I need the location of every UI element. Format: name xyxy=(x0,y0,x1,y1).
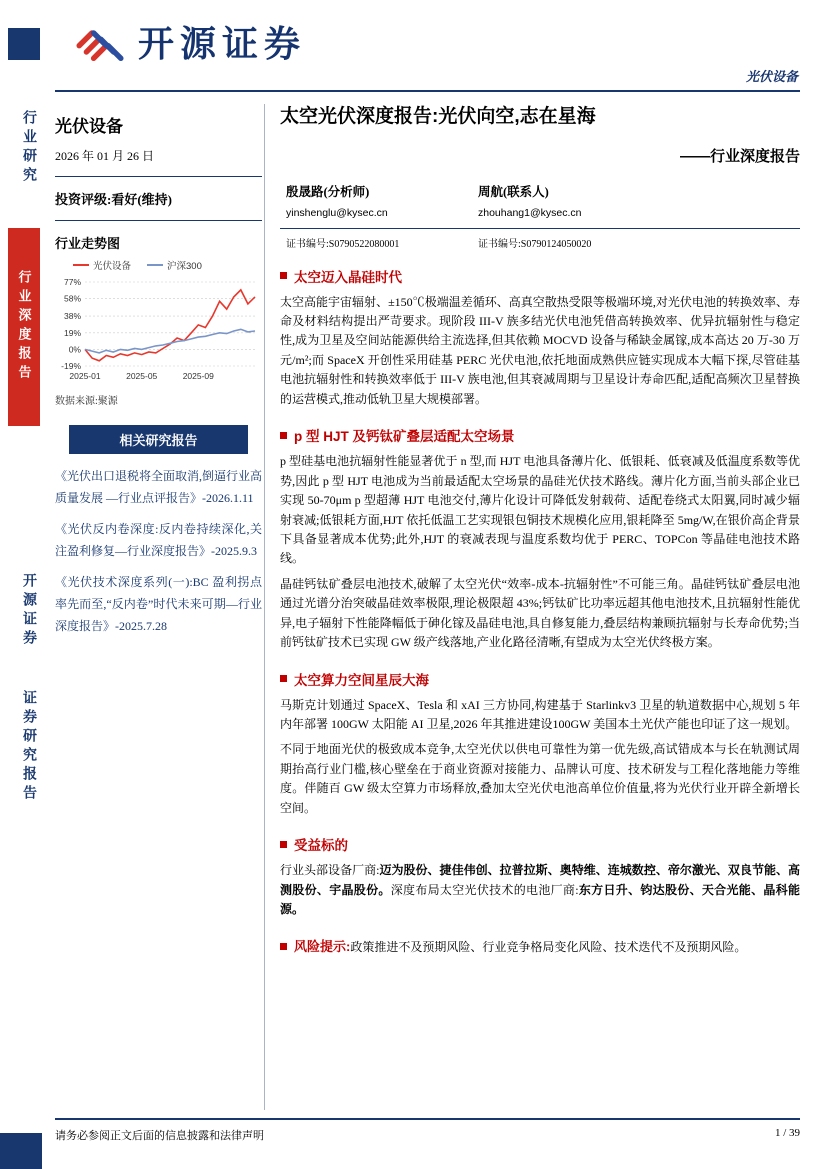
section-bullet-icon xyxy=(280,943,287,950)
brand-header xyxy=(72,16,306,67)
analyst-email: zhouhang1@kysec.cn xyxy=(478,206,582,219)
report-date: 2026 年 01 月 26 日 xyxy=(55,149,155,163)
footer xyxy=(55,1127,800,1143)
svg-text:2025-01: 2025-01 xyxy=(69,371,101,381)
report-subtitle: ——行业深度报告 xyxy=(679,147,800,165)
beneficiaries-lead: 深度布局太空光伏技术的电池厂商: xyxy=(390,882,579,897)
related-reports-title: 相关研究报告 xyxy=(69,425,248,454)
risk-text: 政策推进不及预期风险、行业竞争格局变化风险、技术迭代不及预期风险。 xyxy=(350,939,747,954)
analyst-email: yinshenglu@kysec.cn xyxy=(286,206,388,219)
report-title: 太空光伏深度报告:光伏向空,志在星海 xyxy=(280,106,596,127)
page-number: 1 / 39 xyxy=(774,1127,800,1139)
brand-logo-icon xyxy=(72,18,128,66)
legend-item-pv xyxy=(73,258,131,272)
sidebar-red-banner xyxy=(8,228,40,426)
svg-text:-19%: -19% xyxy=(61,361,81,371)
beneficiaries-cell-names: 东方日升、钧达股份、天合光能、晶科能源。 xyxy=(280,882,800,917)
section-heading-text: 受益标的 xyxy=(294,838,348,854)
svg-text:58%: 58% xyxy=(63,293,81,304)
analyst-cert: 证书编号:S0790124050020 xyxy=(478,238,592,250)
svg-text:2025-05: 2025-05 xyxy=(126,371,158,381)
legend-line-pv-icon xyxy=(73,264,89,266)
section-heading xyxy=(280,669,800,689)
footer-disclaimer: 请务必参阅正文后面的信息披露和法律声明 xyxy=(55,1130,264,1142)
column-divider xyxy=(264,104,265,1110)
data-source: 数据来源:聚源 xyxy=(55,396,118,407)
related-report-item: 《光伏反内卷深度:反内卷持续深化,关注盈利修复—行业深度报告》-2025.9.3 xyxy=(55,522,262,558)
section-bullet-icon xyxy=(280,675,287,682)
investment-rating: 投资评级:看好(维持) xyxy=(55,192,172,207)
section-heading-text: p 型 HJT 及钙钛矿叠层适配太空场景 xyxy=(294,429,515,445)
analyst-block xyxy=(478,182,800,219)
legend-line-hs300-icon xyxy=(147,264,163,266)
industry-trend-chart xyxy=(55,274,262,386)
analyst-name: 殷晟路(分析师) xyxy=(286,184,370,199)
risk-paragraph xyxy=(280,936,800,957)
sidebar-bottom-square xyxy=(0,1133,42,1169)
section-paragraph: 太空高能宇宙辐射、±150℃极端温差循环、高真空散热受限等极端环境,对光伏电池的转换效率、寿命及材料结构提出严苛要求。现阶段 III-V 族多结光伏电池凭借高转换效率、优异抗辐射性与稳定性,成为卫星及空间站能源供给主流选择,但其依赖 MOCVD 设备与稀缺金属镓,成本高达 20 万-30 万元/m²;而 SpaceX 开创性采用硅基 PERC 光伏电池,依托地面成熟供应链实现成本大幅下探,尽管硅基电池抗辐射性和转换效率低于 III-V 族电池,但其衰减周期与卫星设计寿命匹配,适配高频次卫星替换的运营模式,推动低轨卫星大规模部署。 xyxy=(280,294,800,406)
section-paragraph: p 型硅基电池抗辐射性能显著优于 n 型,而 HJT 电池具备薄片化、低银耗、低衰减及低温度系数等优势,因此 p 型 HJT 电池成为当前最适配太空场景的晶硅光伏技术路线。薄片化方面,当前头部企业已实现 50-70μm p 型超薄 HJT 电池交付,薄片化设计可降低发射载荷、适配卷绕式太阳翼,同时减少辐射衰减;低银耗方面,HJT 依托低温工艺实现银包铜技术规模化应用,银耗降至 5mg/W,在银价高企背景下具备显著成本优势;此外,HJT 的衰减表现与温度系数均优于 PERC、TOPCon 等晶硅电池技术路线。 xyxy=(280,454,800,566)
left-divider xyxy=(55,220,262,221)
sidebar-top-square xyxy=(8,28,40,60)
sidebar-label-brand: 开源证券 xyxy=(22,573,38,649)
svg-text:77%: 77% xyxy=(63,277,81,287)
section-paragraph: 马斯克计划通过 SpaceX、Tesla 和 xAI 三方协同,构建基于 Starlinkv3 卫星的轨道数据中心,规划 5 年内年部署 100GW 太阳能 AI 卫星,2026 年其推进建设100GW 美国本土光伏产能也印证了这一规划。 xyxy=(280,697,800,732)
legend-label-pv: 光伏设备 xyxy=(93,261,132,272)
svg-text:38%: 38% xyxy=(63,311,81,322)
section-paragraph: 晶硅钙钛矿叠层电池技术,破解了太空光伏“效率-成本-抗辐射性”不可能三角。晶硅钙钛矿叠层电池通过光谱分治突破晶硅效率极限,理论极限超 43%;钙钛矿比功率远超其他电池技术,且抗辐射性能优异,电子辐射下性能降幅低于砷化镓及晶硅电池,具自修复能力,叠层结构兼顾抗辐射与长寿命优势;当前钙钛矿技术已实现 GW 级产线落地,产业化路径清晰,有望成为太空光伏终极方案。 xyxy=(280,576,800,650)
analyst-certs-row xyxy=(280,235,800,250)
left-divider xyxy=(55,176,262,177)
related-reports xyxy=(55,425,262,637)
sector-title: 光伏设备 xyxy=(55,117,123,136)
svg-text:0%: 0% xyxy=(68,344,81,355)
section-heading xyxy=(280,266,800,286)
analysts-row xyxy=(280,182,800,219)
section-heading xyxy=(280,834,800,854)
chart-title: 行业走势图 xyxy=(55,236,121,251)
analyst-cert: 证书编号:S0790522080001 xyxy=(286,238,400,250)
related-report-item: 《光伏出口退税将全面取消,倒逼行业高质量发展 —行业点评报告》-2026.1.11 xyxy=(55,469,263,505)
svg-text:2025-09: 2025-09 xyxy=(182,371,214,381)
header-divider xyxy=(55,90,800,92)
beneficiaries-equipment-names: 迈为股份、捷佳伟创、拉普拉斯、奥特维、连城数控、帝尔激光、双良节能、高测股份、宇晶股份。 xyxy=(280,863,800,897)
footer-divider xyxy=(55,1118,800,1120)
section-bullet-icon xyxy=(280,272,287,279)
main-column xyxy=(280,104,800,963)
beneficiaries-paragraph xyxy=(280,861,800,919)
section-paragraph: 不同于地面光伏的极致成本竞争,太空光伏以供电可靠性为第一优先级,高试错成本与长在轨测试周期抬高行业门槛,核心壁垒在于商业资源对接能力、品牌认可度、技术研发与工程化落地能力等维度。伴随百 GW 级太空算力市场释放,叠加太空光伏电池高单位价值量,将为光伏行业开辟全新增长空间。 xyxy=(280,742,800,815)
chart-legend xyxy=(73,258,262,272)
section-bullet-icon xyxy=(280,432,287,439)
analyst-name: 周航(联系人) xyxy=(478,184,549,199)
sidebar-label-depth-report: 行业深度报告 xyxy=(16,270,32,384)
beneficiaries-lead: 行业头部设备厂商: xyxy=(280,863,380,878)
risk-heading: 风险提示: xyxy=(294,938,351,954)
section-bullet-icon xyxy=(280,841,287,848)
legend-item-hs300 xyxy=(147,258,202,272)
section-heading-text: 太空算力空间星辰大海 xyxy=(294,672,429,688)
related-report-item: 《光伏技术深度系列(一):BC 盈利拐点率先而至,“反内卷”时代未来可期—行业深度报告》-2025.7.28 xyxy=(55,575,262,633)
brand-name: 开源证券 xyxy=(138,23,307,64)
analyst-block xyxy=(286,182,478,219)
corner-sector-tag: 光伏设备 xyxy=(745,69,798,84)
analysts-divider xyxy=(280,228,800,229)
sidebar-label-industry-research: 行业研究 xyxy=(22,110,38,186)
sidebar-label-research-report: 证券研究报告 xyxy=(22,690,38,804)
legend-label-hs300: 沪深300 xyxy=(167,261,202,272)
section-heading-text: 太空迈入晶硅时代 xyxy=(294,269,402,285)
section-heading xyxy=(280,425,800,445)
svg-text:19%: 19% xyxy=(63,327,81,338)
left-column xyxy=(55,104,262,647)
